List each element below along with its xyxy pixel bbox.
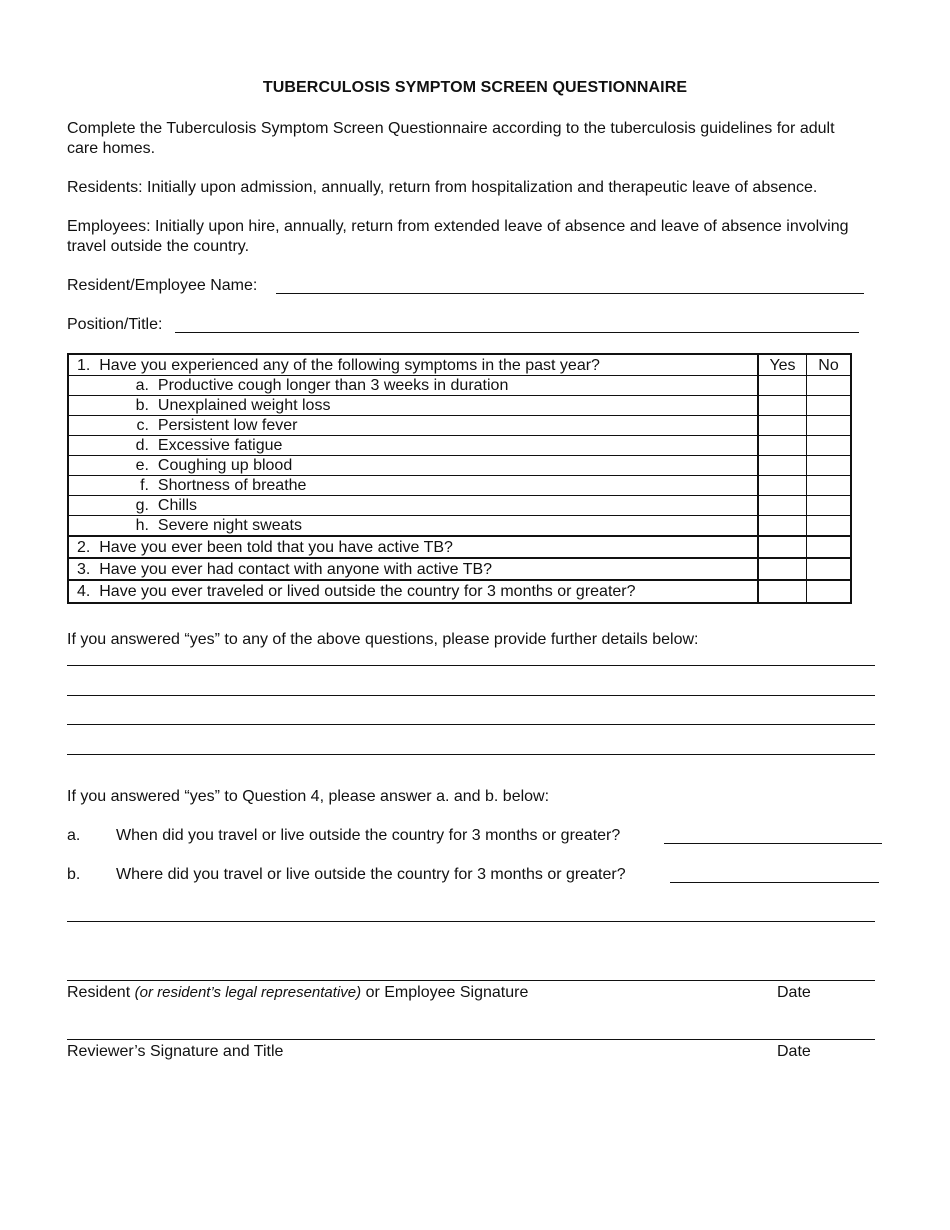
table-row-symptom-b [68, 396, 851, 416]
table-row-symptom-f [68, 476, 851, 496]
table-row-symptom-h [68, 516, 851, 537]
table-row-q3 [68, 558, 851, 580]
symptom-table [67, 353, 852, 604]
q4-b-answer-line-2[interactable] [67, 921, 875, 922]
symptom-text: Severe night sweats [157, 517, 302, 534]
table-row-q4 [68, 580, 851, 603]
no-checkbox-c[interactable] [807, 416, 852, 436]
no-checkbox-b[interactable] [807, 396, 852, 416]
question-text: Have you experienced any of the following symptoms in the past year? [99, 356, 600, 374]
resident-label: Resident [67, 984, 131, 1001]
symptom-text: Persistent low fever [157, 417, 298, 434]
symptom-letter: e. [135, 457, 149, 474]
yes-checkbox-d[interactable] [758, 436, 807, 456]
symptom-text: Shortness of breathe [157, 477, 307, 494]
symptom-letter: b. [135, 397, 149, 414]
table-row-symptom-a [68, 376, 851, 396]
q4-b-answer-field[interactable] [670, 882, 879, 883]
column-header-yes: Yes [758, 354, 807, 376]
resident-signature-label [67, 983, 528, 1003]
yes-checkbox-b[interactable] [758, 396, 807, 416]
table-row-q1 [68, 354, 851, 376]
no-checkbox-f[interactable] [807, 476, 852, 496]
no-checkbox-h[interactable] [807, 516, 852, 537]
symptom-letter: a. [135, 377, 149, 394]
yes-checkbox-e[interactable] [758, 456, 807, 476]
q4-b-question: Where did you travel or live outside the country for 3 months or greater? [116, 866, 626, 883]
date-label-2: Date [777, 1043, 811, 1060]
no-checkbox-g[interactable] [807, 496, 852, 516]
question-number: 1. [77, 356, 91, 374]
details-prompt: If you answered “yes” to any of the above questions, please provide further details below: [67, 631, 699, 648]
symptom-letter: f. [140, 477, 149, 494]
name-field[interactable] [276, 279, 864, 294]
symptom-letter: h. [135, 517, 149, 534]
table-row-symptom-e [68, 456, 851, 476]
legal-representative-note: (or resident’s legal representative) [134, 984, 362, 1001]
employee-signature-label: or Employee Signature [365, 984, 529, 1001]
yes-checkbox-h[interactable] [758, 516, 807, 537]
table-row-symptom-d [68, 436, 851, 456]
table-row-symptom-g [68, 496, 851, 516]
name-label: Resident/Employee Name: [67, 277, 258, 294]
question-number: 4. [77, 583, 91, 600]
yes-checkbox-f[interactable] [758, 476, 807, 496]
reviewer-signature-line[interactable] [67, 1039, 875, 1040]
page-title: TUBERCULOSIS SYMPTOM SCREEN QUESTIONNAIRE [262, 79, 688, 96]
table-row-symptom-c [68, 416, 851, 436]
question-number: 3. [77, 560, 91, 578]
intro-residents: Residents: Initially upon admission, annually, return from hospitalization and therapeutic leave of absence. [67, 179, 818, 196]
position-field[interactable] [175, 318, 859, 333]
no-checkbox-e[interactable] [807, 456, 852, 476]
no-checkbox-d[interactable] [807, 436, 852, 456]
yes-checkbox-q2[interactable] [758, 536, 807, 558]
question-text: Have you ever had contact with anyone with active TB? [99, 560, 493, 578]
table-row-q2 [68, 536, 851, 558]
question-1 [68, 354, 758, 376]
details-line-4[interactable] [67, 754, 875, 755]
reviewer-signature-label: Reviewer’s Signature and Title [67, 1043, 284, 1060]
q4-b-label: b. [67, 866, 81, 883]
yes-checkbox-a[interactable] [758, 376, 807, 396]
q4-a-label: a. [67, 827, 81, 844]
position-label: Position/Title: [67, 316, 163, 333]
intro-instructions: Complete the Tuberculosis Symptom Screen Questionnaire according to the tuberculosis guidelines for adult care homes. [67, 120, 835, 157]
symptom-text: Chills [157, 497, 198, 514]
yes-checkbox-q4[interactable] [758, 580, 807, 603]
symptom-text: Productive cough longer than 3 weeks in duration [157, 377, 509, 394]
q4-a-answer-field[interactable] [664, 843, 882, 844]
yes-checkbox-g[interactable] [758, 496, 807, 516]
symptom-text: Unexplained weight loss [157, 397, 331, 414]
question-number: 2. [77, 538, 91, 556]
details-line-3[interactable] [67, 724, 875, 725]
details-line-1[interactable] [67, 665, 875, 666]
question-text: Have you ever been told that you have active TB? [99, 538, 453, 556]
date-label-1: Date [777, 984, 811, 1001]
symptom-text: Excessive fatigue [157, 437, 283, 454]
symptom-letter: g. [135, 497, 149, 514]
no-checkbox-q4[interactable] [807, 580, 852, 603]
question-text: Have you ever traveled or lived outside the country for 3 months or greater? [99, 583, 636, 600]
column-header-no: No [807, 354, 852, 376]
q4-followup-prompt: If you answered “yes” to Question 4, please answer a. and b. below: [67, 788, 550, 805]
no-checkbox-q2[interactable] [807, 536, 852, 558]
intro-employees: Employees: Initially upon hire, annually, return from extended leave of absence and leave of absence involving travel outside the country. [67, 218, 849, 255]
resident-signature-line[interactable] [67, 980, 875, 981]
symptom-text: Coughing up blood [157, 457, 293, 474]
no-checkbox-a[interactable] [807, 376, 852, 396]
symptom-letter: d. [135, 437, 149, 454]
no-checkbox-q3[interactable] [807, 558, 852, 580]
details-line-2[interactable] [67, 695, 875, 696]
symptom-letter: c. [136, 417, 149, 434]
q4-a-question: When did you travel or live outside the country for 3 months or greater? [116, 827, 621, 844]
yes-checkbox-q3[interactable] [758, 558, 807, 580]
yes-checkbox-c[interactable] [758, 416, 807, 436]
